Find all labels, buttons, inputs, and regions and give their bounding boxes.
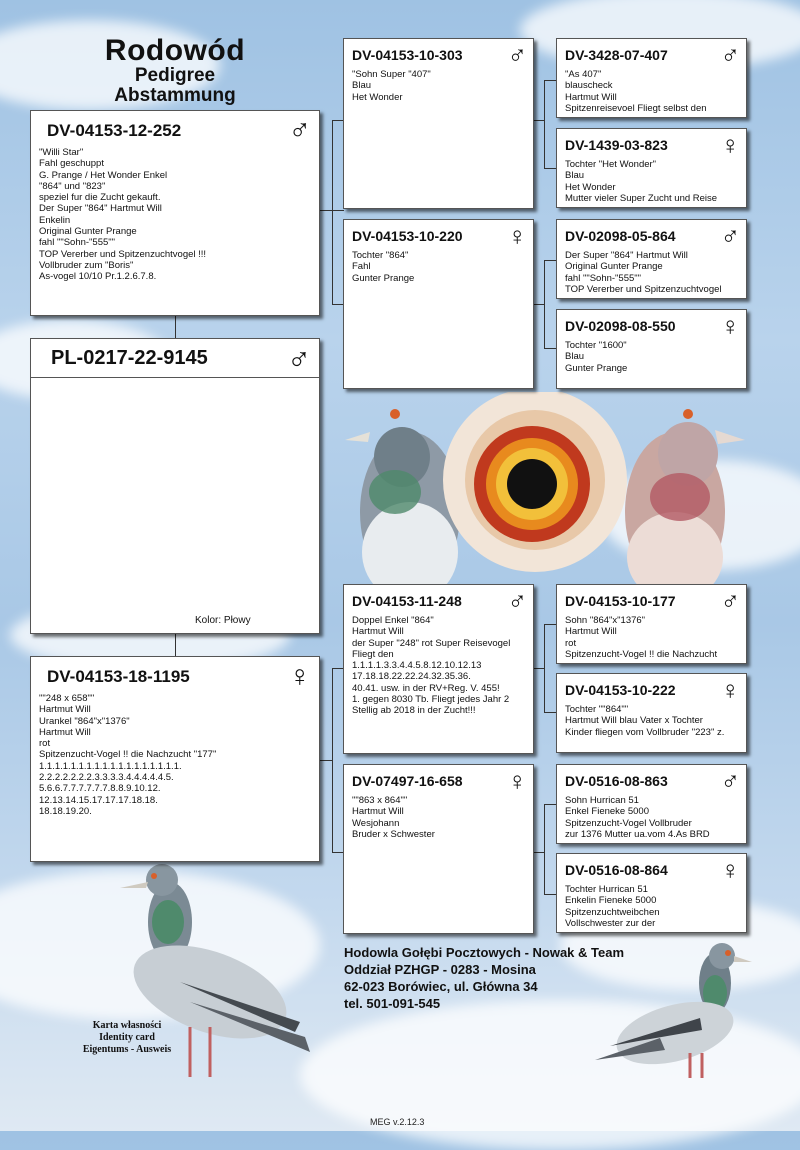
card-description: Tochter Hurrican 51 Enkelin Fieneke 5000 Spitzenzuchtweibchen Vollschwester zur der xyxy=(565,884,660,929)
ring-number: DV-02098-08-550 xyxy=(565,318,676,334)
great-grandparent-card-3 xyxy=(556,219,747,299)
male-symbol-icon: ♂ xyxy=(720,40,740,70)
female-symbol-icon: ♀ xyxy=(720,855,740,885)
granddam-paternal-card xyxy=(343,219,534,389)
main-bird-color: Kolor: Płowy xyxy=(195,615,251,626)
female-symbol-icon: ♀ xyxy=(720,130,740,160)
ring-number: DV-07497-16-658 xyxy=(352,773,463,789)
ring-number: DV-02098-05-864 xyxy=(565,228,676,244)
grandsire-maternal-card xyxy=(343,584,534,754)
id-card-english: Identity card xyxy=(99,1032,155,1043)
breeder-address: 62-023 Borówiec, ul. Główna 34 xyxy=(344,979,538,994)
card-divider xyxy=(31,377,319,378)
great-grandparent-card-2 xyxy=(556,128,747,208)
identity-card-label xyxy=(62,1020,192,1056)
ring-number: DV-04153-11-248 xyxy=(352,593,462,609)
dam-ring-number: DV-04153-18-1195 xyxy=(47,667,190,686)
great-grandparent-card-7 xyxy=(556,764,747,844)
card-description: Der Super "864" Hartmut Will Original Gunter Prange fahl ""Sohn-"555"" TOP Vererber und Spitzenzuchtvogel xyxy=(565,250,722,295)
female-symbol-icon: ♀ xyxy=(507,766,527,796)
male-symbol-icon: ♂ xyxy=(720,766,740,796)
female-symbol-icon: ♀ xyxy=(288,660,311,693)
great-grandparent-card-4 xyxy=(556,309,747,389)
ring-number: DV-0516-08-864 xyxy=(565,862,668,878)
great-grandparent-card-6 xyxy=(556,673,747,753)
main-bird-card xyxy=(30,338,320,634)
great-grandparent-card-1 xyxy=(556,38,747,118)
male-symbol-icon: ♂ xyxy=(288,114,311,147)
card-description: Doppel Enkel "864" Hartmut Will der Super "248" rot Super Reisevogel Fliegt den 1.1.1.1.3.3.4.4.5.8.12.10.12.13 17.18.18.22.22.24.32.35.36. 40.41. usw. in der RV+Reg. V. 455! 1. gegen 8030 Tb. Fliegt jedes Jahr 2 Stellig ab 2018 in der Zucht!!! xyxy=(352,615,511,717)
breeder-contact xyxy=(344,944,624,1012)
pigeon-illustration-left xyxy=(110,862,320,1092)
main-bird-ring-number: PL-0217-22-9145 xyxy=(51,347,208,369)
card-description: ""863 x 864"" Hartmut Will Wesjohann Bruder x Schwester xyxy=(352,795,435,840)
ring-number: DV-04153-10-177 xyxy=(565,593,676,609)
ring-number: DV-0516-08-863 xyxy=(565,773,668,789)
card-description: Sohn "864"x"1376" Hartmut Will rot Spitzenzucht-Vogel !! die Nachzucht xyxy=(565,615,718,660)
card-description: Tochter "864" Fahl Gunter Prange xyxy=(352,250,415,284)
male-symbol-icon: ♂ xyxy=(507,40,527,70)
sire-card xyxy=(30,110,320,316)
sire-ring-number: DV-04153-12-252 xyxy=(47,121,182,140)
female-symbol-icon: ♀ xyxy=(720,311,740,341)
male-symbol-icon: ♂ xyxy=(287,341,311,377)
great-grandparent-card-5 xyxy=(556,584,747,664)
ring-number: DV-3428-07-407 xyxy=(565,47,668,63)
female-symbol-icon: ♀ xyxy=(507,221,527,251)
dam-description: ""248 x 658"" Hartmut Will Urankel "864"x"1376" Hartmut Will rot Spitzenzucht-Vogel !! die Nachzucht "177" 1.1.1.1.1.1.1.1.1.1.1.1.1.1.1.1.1.1. 2.2.2.2.2.2.2.3.3.3.3.4.4.4.4.4.5. 5.6.6.7.7.7.7.7.7.8.8.9.10.12. 12.13.14.15.17.17.17.18.18. 18.18.19.20. xyxy=(39,693,217,817)
pedigree-title xyxy=(70,36,280,106)
breeder-name: Hodowla Gołębi Pocztowych - Nowak & Team xyxy=(344,945,625,960)
female-symbol-icon: ♀ xyxy=(720,675,740,705)
grandsire-paternal-card xyxy=(343,38,534,209)
male-symbol-icon: ♂ xyxy=(720,586,740,616)
card-description: "Sohn Super "407" Blau Het Wonder xyxy=(352,69,431,103)
breeder-branch: Oddział PZHGP - 0283 - Mosina xyxy=(344,962,536,977)
sire-description: "Willi Star" Fahl geschuppt G. Prange / Het Wonder Enkel "864" und "823" speziel fur die Zucht gekauft. Der Super "864" Hartmut Will Enkelin Original Gunter Prange fahl ""Sohn-"555"" TOP Vererber und Spitzenzuchtvogel !!! Vollbruder zum "Boris" As-vogel 10/10 Pr.1.2.6.7.8. xyxy=(39,147,207,283)
breeder-phone: tel. 501-091-545 xyxy=(344,996,441,1011)
title-english: Pedigree xyxy=(134,65,216,86)
title-polish: Rodowód xyxy=(104,34,246,67)
id-card-german: Eigentums - Ausweis xyxy=(82,1044,172,1055)
dam-card xyxy=(30,656,320,862)
card-description: Sohn Hurrican 51 Enkel Fieneke 5000 Spitzenzucht-Vogel Vollbruder zur 1376 Mutter ua.vom 4.As BRD xyxy=(565,795,710,840)
card-description: Tochter ""864"" Hartmut Will blau Vater x Tochter Kinder fliegen vom Vollbruder "223" z. xyxy=(565,704,725,738)
ring-number: DV-04153-10-220 xyxy=(352,228,463,244)
card-description: Tochter "1600" Blau Gunter Prange xyxy=(565,340,628,374)
male-symbol-icon: ♂ xyxy=(507,586,527,616)
great-grandparent-card-8 xyxy=(556,853,747,933)
pigeon-pair-eye-illustration xyxy=(340,392,760,592)
card-description: "As 407" blauscheck Hartmut Will Spitzenreisevoel Fliegt selbst den xyxy=(565,69,707,114)
male-symbol-icon: ♂ xyxy=(720,221,740,251)
software-version: MEG v.2.12.3 xyxy=(370,1117,425,1127)
card-description: Tochter "Het Wonder" Blau Het Wonder Mutter vieler Super Zucht und Reise xyxy=(565,159,718,204)
ring-number: DV-1439-03-823 xyxy=(565,137,668,153)
granddam-maternal-card xyxy=(343,764,534,934)
ring-number: DV-04153-10-222 xyxy=(565,682,676,698)
title-german: Abstammung xyxy=(114,85,236,106)
id-card-polish: Karta własności xyxy=(92,1020,162,1031)
ring-number: DV-04153-10-303 xyxy=(352,47,463,63)
